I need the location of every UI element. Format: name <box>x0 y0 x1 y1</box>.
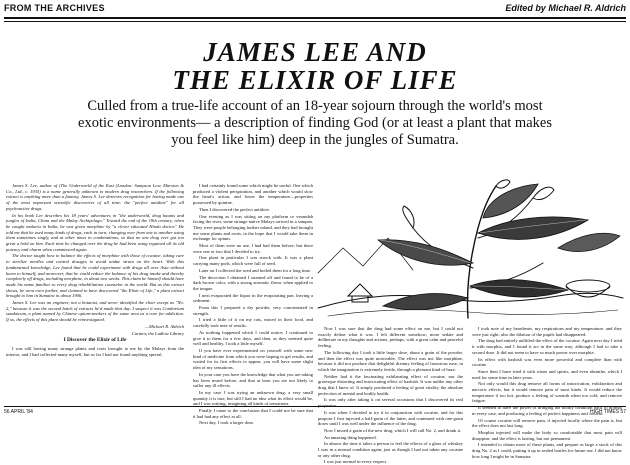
body-paragraph: One plant in particular I was struck with. It was a plant carrying many pods, which were full of seed. <box>193 255 313 267</box>
section-subhead: I Discover the Elixir of Life <box>63 337 127 344</box>
footer-left-folio: 56 APRIL '84 <box>4 409 33 415</box>
body-paragraph: Morphia injected will make the body so comfortable that most pain will disappear, and the effect is lasting, but not permanent. <box>472 429 622 441</box>
body-paragraph: I had certainly found some which might be useful. One which produced a violent perspiration, and another which would slow the heart's action, and lower the temperature—properties possessed by quinine. <box>193 183 313 206</box>
page-footer <box>4 406 626 419</box>
body-paragraph: Finally I came to the conclusion that I could not be sure that it had had any effect at all. <box>193 408 313 419</box>
article-deck: Culled from a true-life account of an 18-year sojourn through the world's most exotic environments— a description of finding God (or at least a plant that makes you feel like him) deep in the jungles of Sumatra. <box>78 98 552 148</box>
column-2 <box>193 183 313 426</box>
body-paragraph: I was just normal in every respect. <box>324 459 388 465</box>
body-paragraph: From this I prepared a dry powder, very concentrated in strength. <box>193 305 313 316</box>
column-3 <box>318 326 463 465</box>
body-paragraph: In almost the time it takes a person to feel the effects of a glass of whiskey I was in a normal condition again; just as though I had not taken any cocaine or any other drug. <box>318 441 463 458</box>
body-paragraph: It was only after taking it on several occasions that I discovered its real properties. <box>318 397 463 409</box>
body-paragraph: Of course cocaine will remove pain, if injected locally where the pain is, but the effect does not last long. <box>472 417 622 429</box>
body-paragraph: Its effect with hashish was even more powerful and complete than with cocaine. <box>472 356 622 368</box>
column-1 <box>6 183 184 405</box>
body-paragraph: As nothing happened which I could notice, I continued to give it to them for a few days, and then, as they seemed quite well and healthy, I took a little myself. <box>193 329 313 347</box>
article-title <box>0 38 630 94</box>
body-paragraph: Not only would this drug remove all forms of intoxication, exhilaration and narcotic effects, but it would remove pain of most kinds. It would reduce the temperature if too hot, produce a feeling of warmth when too cold, and remove fatigue. <box>472 381 622 404</box>
body-paragraph: If you have ever experimented on yourself with some new kind of medicine from which you were hoping to get results, and waited for its first effects to appear, you will have some slight idea of my sensations. <box>193 347 313 371</box>
body-paragraph: The decoction I obtained I strained off and found to be of a dark brown color, with a strong aromatic flavor when applied to the tongue. <box>193 274 313 291</box>
intro-paragraph: James S. Lee was an engineer, not a botanist, and never identified the elixir except as "No. 2," because it was the second batch of extracts he'd made that day. I suspect it was Combretum sundaicum, a plant named by Chinese opium-smokers of the same area as a cure for addiction. If so, the effects of this plant should be reinvestigated. <box>6 300 184 323</box>
body-paragraph: In my case I was trying an unknown drug; a very small quantity it is true, but still I had no idea what its effect would be, and I was waiting, imagining all kinds of sensations. <box>193 389 313 407</box>
footer-right-folio: HIGH TIMES 57 <box>589 409 626 415</box>
body-paragraph: It was when I decided to try it in conjunction with cocaine, and for this purpose I first injected a half-grain of the latter, and continued with one-grain doses until I was well under the influence of the drug. <box>318 409 463 427</box>
body-paragraph: An amazing thing happened. <box>324 434 377 440</box>
body-paragraph: I next evaporated the liquor in the evaporating pan, leaving a sediment. <box>193 292 313 304</box>
body-paragraph: I tried a little of it on my rats, mixed in their food, and carefully took note of results. <box>193 317 313 329</box>
intro-paragraph: The doctor taught how to balance the effects of morphine with those of cocaine, taking care to sterilize needles and control dosages to avoid undue strain on the heart. With this fundamental knowledge, Lee found that he could experiment with drugs all over Asia without harm to himself, and moreover, that he could reduce the balance of his drug intake and thereby completely off drugs, including morphine, in about two weeks. This claim he himself should have made his name familiar to every drug rehabilitation counselor in the world. But as this extract shows, he went even further, and claimed to have discovered "the Elixir of Life," a plant extract brought to him in Sumatra in about 1906. <box>6 253 184 299</box>
body-paragraph: I intended to obtain more of these plants, and prepare as large a stock of this drug No. 2 as I could, putting it up in sealed bottles for future use. I did not know how long I might be in Sumatra. <box>472 442 622 459</box>
body-paragraph: Now I mixed a grain of the new drug, which I will call No. 2, and drank it. <box>324 427 462 433</box>
title-line-2: THE ELIXIR OF LIFE <box>172 65 458 95</box>
intro-paragraph: In his book Lee describes his 18 years' adventures in "the underworld, drug haunts and jungles of India, China and the Malay Archipelago." Toward the end of the 19th century, when he caught malaria in India, he was given morphine by "a clever educated Hindu doctor." He told me that he used many kinds of drugs, each in turn; changing over from one to another using them sometimes singly, and at other times in combinations, so that no one drug ever got too great a hold on him. Each time he changed over the drug he had been using regained all its old potency and charm when commenced again. <box>6 212 184 252</box>
editor-credit: Edited by Michael R. Aldrich <box>505 3 626 13</box>
body-paragraph: I took note of my heartbeats, my respirations and my temperature, and they were just right; also the dilation of the pupils had disappeared. <box>472 326 622 337</box>
intro-paragraph: James S. Lee, author of (The Underworld of the East (London: Sampson Low, Marston & Co., Ltd., c. 1935) is a name generally unknown to modern drug researchers. If the following extract is anything more than a fantasy, James S. Lee deserves recognition for having made one of the most important scientific discoveries of all time: the "perfect antidote" for all psychoactive drugs. <box>6 183 184 211</box>
body-paragraph: In your case you have the knowledge that what you are taking has been tested before, and that at least you are not likely to suffer any ill effects. <box>193 371 313 389</box>
body-paragraph: Since then I have tried it with wines and spirits, and even absinthe, which I used for some time in later years. <box>472 368 622 380</box>
signature-name: —Michael R. Aldrich <box>144 323 184 329</box>
body-paragraph: Next day, I took a larger dose. <box>199 420 255 426</box>
body-paragraph: It seemed to have the power of bringing the bodily condition back to normal in every case, and producing a feeling of perfect happiness and content. <box>472 405 622 416</box>
body-paragraph: Now I was sure that the drug had some effect on me, but I could not exactly define what it was. I felt different somehow; more sedate and deliberate in my thoughts and actions, perhaps, with a great calm and peaceful feeling. <box>318 326 463 349</box>
section-header <box>4 3 626 18</box>
section-label: FROM THE ARCHIVES <box>4 3 105 13</box>
body-paragraph: One evening as I was sitting on my platform or verandah facing the river, some strange native Malays arrived in a sampan. They were people belonging further inland, and they had brought me some plants and roots, in the hope that I would take them in exchange for opium. <box>193 213 313 242</box>
body-paragraph: I was still having many strange plants and roots brought to me by the Malays from the interior, and I had collected many myself, but so far I had not found anything special. <box>6 345 184 357</box>
title-line-1: JAMES LEE AND <box>203 37 427 67</box>
body-paragraph: The following day I took a little larger dose, about a grain of the powder, and then the effect was quite noticeable. The effect was not like morphine, because it did not produce that delightful dreamy feeling of luxurious ease, in which the imagination is extremely fertile, through a pleasant kind of haze. <box>318 349 463 372</box>
header-rule <box>4 17 626 19</box>
body-paragraph: Later on I collected the seed and boiled them for a long time. <box>199 267 312 273</box>
header-rule-thin <box>4 21 626 22</box>
plant-illustration <box>318 178 623 324</box>
body-paragraph: Most of them were no use, I had had them before; but there were one or two that I decided to try. <box>193 243 313 254</box>
body-paragraph: Then I discovered the perfect antidote. <box>199 206 270 212</box>
signature-title: Curator, the Ludlow Library <box>131 330 184 336</box>
body-paragraph: The drug had entirely nullified the effect of the cocaine. Again next day I tried it with morphia, and I found it act in the same way; although I had to take a second dose. It did not seem to have so much power over morphia. <box>472 338 622 355</box>
body-paragraph: Neither had it the fascinating exhilarating effect of cocaine, nor the grotesque distorting and intoxicating effect of hashish. It was unlike any other drug that I knew of. It simply produced a feeling of great vitality, the absolute perfection of mental and bodily health. <box>318 373 463 396</box>
